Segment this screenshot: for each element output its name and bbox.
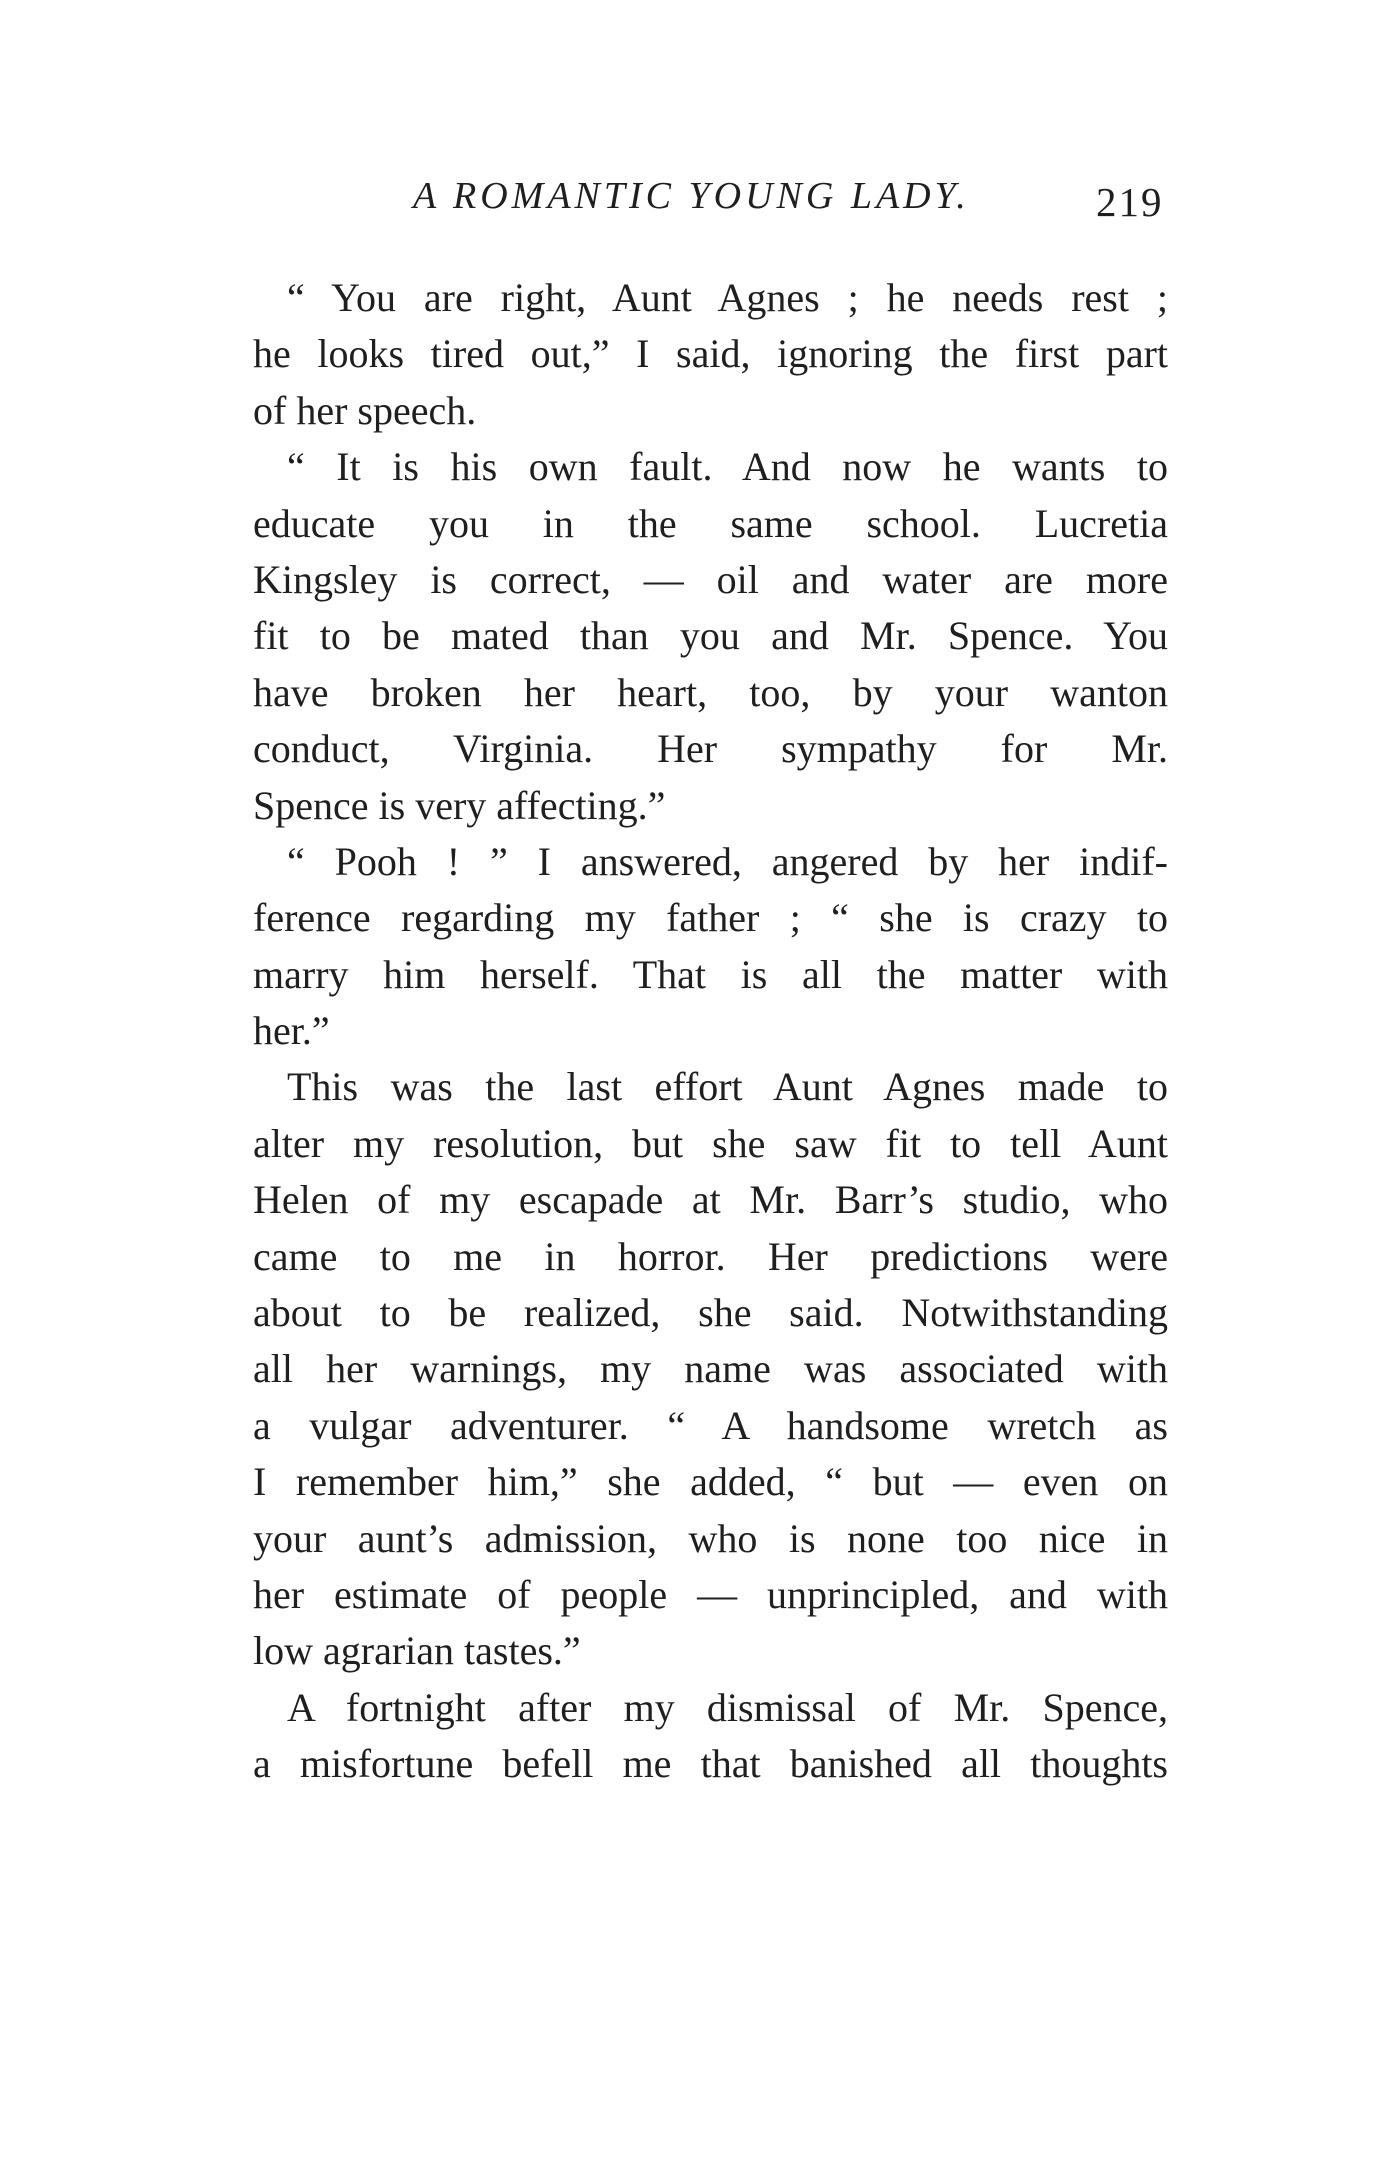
text-line: Helen of my escapade at Mr. Barr’s studio, who xyxy=(253,1177,1168,1223)
text-line: Kingsley is correct, — oil and water are more xyxy=(253,556,1168,602)
text-line: “ You are right, Aunt Agnes ; he needs rest ; xyxy=(287,275,1168,320)
text-line: about to be realized, she said. Notwithstanding xyxy=(253,1290,1168,1336)
text-line: a vulgar adventurer. “ A handsome wretch as xyxy=(253,1402,1168,1448)
text-line: marry him herself. That is all the matter with xyxy=(253,951,1168,997)
text-line: have broken her heart, too, by your wanton xyxy=(253,669,1168,715)
text-line: of her speech. xyxy=(253,387,477,433)
text-line: her estimate of people — unprincipled, and with xyxy=(253,1571,1168,1617)
text-line: came to me in horror. Her predictions were xyxy=(253,1233,1168,1279)
text-line: he looks tired out,” I said, ignoring the first part xyxy=(253,331,1168,377)
text-line: “ It is his own fault. And now he wants to xyxy=(287,444,1168,490)
body-text xyxy=(253,270,1168,1793)
text-line: conduct, Virginia. Her sympathy for Mr. xyxy=(253,726,1168,772)
text-line: alter my resolution, but she saw fit to tell Aunt xyxy=(253,1120,1168,1166)
text-line: low agrarian tastes.” xyxy=(253,1628,581,1674)
text-line: fit to be mated than you and Mr. Spence. You xyxy=(253,613,1168,659)
running-title: A ROMANTIC YOUNG LADY. xyxy=(413,175,970,217)
page-number: 219 xyxy=(1096,179,1164,225)
text-line: your aunt’s admission, who is none too nice in xyxy=(253,1515,1168,1561)
text-line: all her warnings, my name was associated with xyxy=(253,1346,1168,1392)
running-head xyxy=(0,174,1394,234)
text-line: This was the last effort Aunt Agnes made to xyxy=(287,1064,1168,1110)
text-line: a misfortune befell me that banished all thoughts xyxy=(253,1741,1168,1787)
text-line: I remember him,” she added, “ but — even on xyxy=(253,1459,1168,1505)
text-line: “ Pooh ! ” I answered, angered by her indif- xyxy=(287,838,1168,884)
text-line: educate you in the same school. Lucretia xyxy=(253,500,1168,546)
text-line: Spence is very affecting.” xyxy=(253,782,666,828)
text-line: ference regarding my father ; “ she is crazy to xyxy=(253,895,1168,941)
text-line: A fortnight after my dismissal of Mr. Spence, xyxy=(287,1684,1168,1730)
text-line: her.” xyxy=(253,1008,330,1054)
